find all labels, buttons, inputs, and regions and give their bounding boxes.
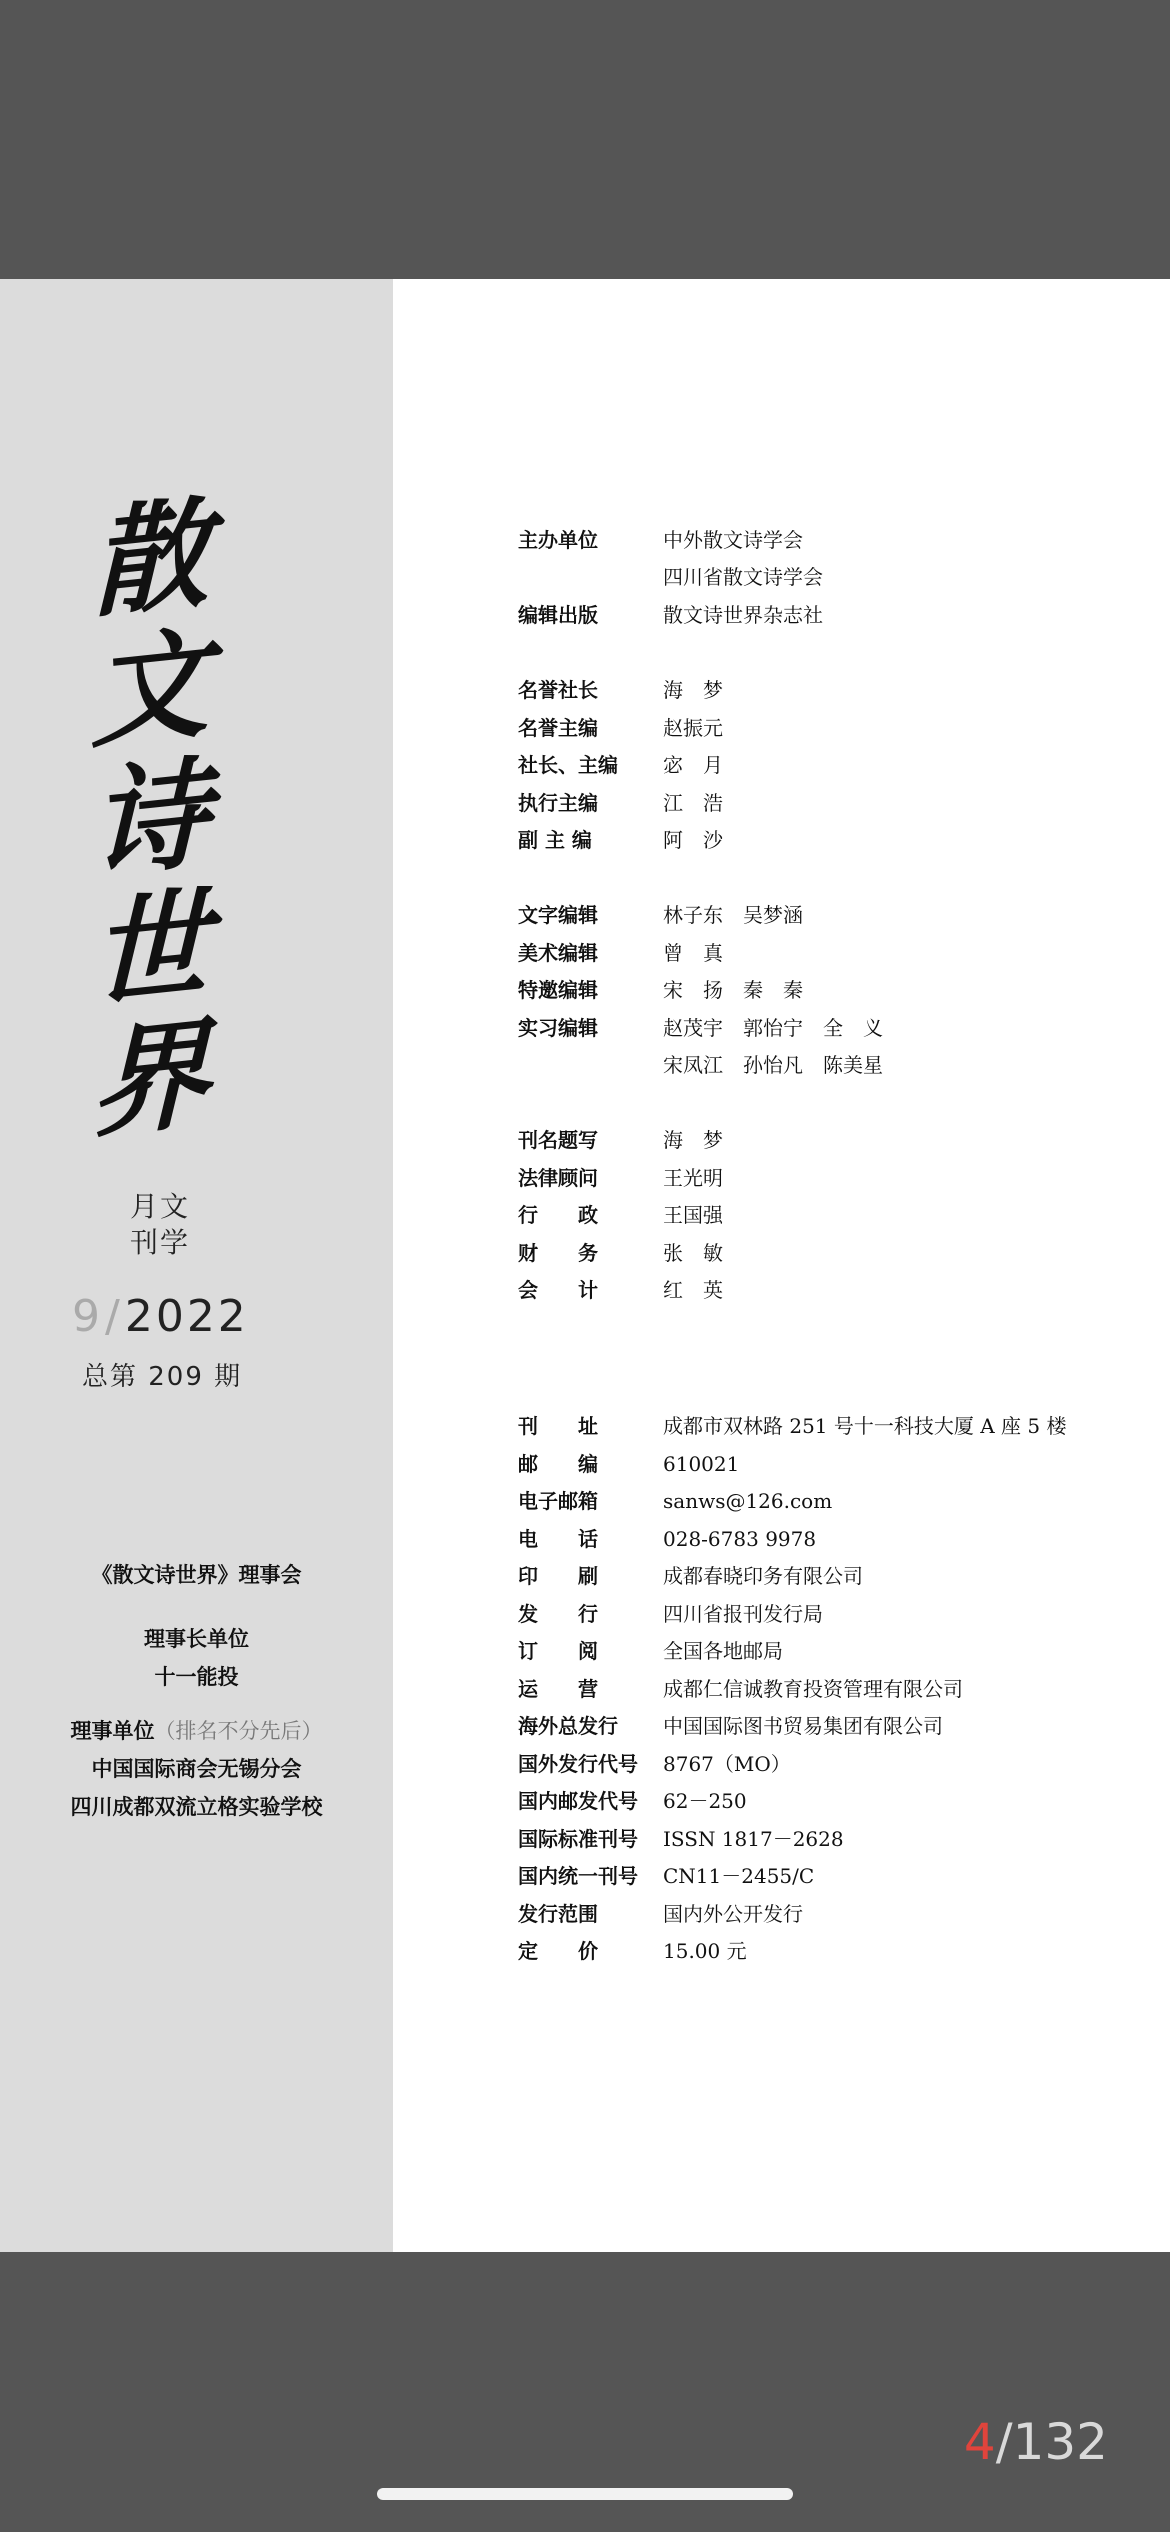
masthead-value: 王光明 [663,1166,723,1190]
masthead-label: 美术编辑 [518,941,598,965]
masthead-label: 编辑出版 [518,603,598,627]
masthead-value: 中外散文诗学会 [663,528,803,552]
masthead-value: 宓 月 [663,753,723,777]
masthead-value: 国内外公开发行 [663,1902,803,1926]
masthead-label: 订 阅 [518,1639,598,1663]
masthead-label: 电子邮箱 [518,1489,598,1513]
masthead-label: 特邀编辑 [518,978,598,1002]
masthead-label: 财 务 [518,1241,598,1265]
page-indicator [964,2413,1108,2471]
issue-number: 9 [72,1291,103,1342]
monthly-literature-tag [120,1189,200,1261]
masthead-label: 刊 址 [518,1414,598,1438]
council-members-label: 理事单位 [70,1718,155,1743]
issue-slash: / [105,1291,123,1342]
masthead-label: 刊名题写 [518,1128,598,1152]
masthead-value: 宋凤江 孙怡凡 陈美星 [663,1053,883,1077]
current-page: 4 [963,2413,996,2471]
masthead-label: 发 行 [518,1602,598,1626]
masthead-label: 电 话 [518,1527,598,1551]
masthead-value: CN11－2455/C [663,1864,815,1888]
masthead-value: 红 英 [663,1278,723,1302]
masthead-value: 610021 [663,1452,740,1476]
total-pages: 132 [1012,2413,1108,2471]
masthead-label: 国内邮发代号 [518,1789,638,1813]
masthead-value: 中国国际图书贸易集团有限公司 [663,1714,943,1738]
title-char: 散 [91,482,209,635]
masthead-value: 8767（MO） [663,1752,791,1776]
masthead-label: 实习编辑 [518,1016,598,1040]
masthead-value: 散文诗世界杂志社 [663,603,823,627]
home-indicator[interactable] [377,2488,793,2500]
council-member: 中国国际商会无锡分会 [91,1756,302,1781]
council-members-heading [0,1715,393,1745]
masthead-label: 发行范围 [518,1902,598,1926]
masthead-value: 宋 扬 秦 秦 [663,978,803,1002]
council-chair-unit: 十一能投 [154,1664,239,1689]
masthead-value: 张 敏 [663,1241,723,1265]
masthead-label: 国外发行代号 [518,1752,638,1776]
total-issue: 总第 209 期 [82,1362,243,1392]
masthead-value: 成都仁信诚教育投资管理有限公司 [663,1677,963,1701]
council-chair-label: 理事长单位 [144,1626,249,1651]
masthead-value: 江 浩 [663,791,723,815]
issue-year: 2022 [124,1291,249,1342]
masthead-value: 成都市双林路 251 号十一科技大厦 A 座 5 楼 [663,1414,1067,1438]
masthead-value: 15.00 元 [663,1939,747,1963]
masthead-value: 阿 沙 [663,828,723,852]
calligraphy-title [40,482,260,1155]
council-title: 《散文诗世界》理事会 [91,1562,302,1587]
masthead-value: ISSN 1817－2628 [663,1827,844,1851]
title-char: 诗 [91,742,209,895]
masthead-label: 邮 编 [518,1452,598,1476]
issue-date [72,1291,249,1342]
masthead-value: 曾 真 [663,941,723,965]
viewer-top-bar [0,0,1170,279]
magazine-page[interactable] [0,279,1170,2252]
masthead-label: 文字编辑 [518,903,598,927]
council-members-note: （排名不分先后） [154,1719,323,1743]
masthead-label: 海外总发行 [518,1714,618,1738]
masthead-value: sanws@126.com [663,1489,833,1513]
masthead-label: 国际标准刊号 [518,1827,638,1851]
masthead-label: 名誉主编 [518,716,598,740]
page-separator: / [995,2413,1013,2471]
masthead-value: 林子东 吴梦涵 [663,903,803,927]
masthead-label: 主办单位 [518,528,598,552]
masthead-label: 法律顾问 [518,1166,598,1190]
masthead-value: 成都春晓印务有限公司 [663,1564,863,1588]
masthead-label: 定 价 [518,1939,598,1963]
masthead-value: 赵茂宇 郭怡宁 全 义 [663,1016,883,1040]
masthead-value: 全国各地邮局 [663,1639,783,1663]
title-char: 界 [91,1002,209,1155]
council-member: 四川成都双流立格实验学校 [70,1794,323,1819]
masthead-label: 名誉社长 [518,678,598,702]
title-char: 世 [91,872,209,1025]
masthead-label: 国内统一刊号 [518,1864,638,1888]
masthead-value: 赵振元 [663,716,723,740]
masthead-label: 会 计 [518,1278,598,1302]
masthead-value: 海 梦 [663,1128,723,1152]
masthead-label: 运 营 [518,1677,598,1701]
masthead-value: 四川省散文诗学会 [663,565,823,589]
tag-line: 月文 [129,1190,190,1223]
tag-line: 刊学 [129,1226,190,1259]
masthead-label: 印 刷 [518,1564,598,1588]
title-char: 文 [91,612,209,765]
masthead-label: 副 主 编 [518,828,592,852]
masthead-label: 社长、主编 [518,753,618,777]
masthead-value: 62－250 [663,1789,747,1813]
masthead-value: 四川省报刊发行局 [663,1602,823,1626]
masthead-value: 海 梦 [663,678,723,702]
masthead-label: 执行主编 [518,791,598,815]
cover-sidebar [0,279,393,2252]
masthead-value: 王国强 [663,1203,723,1227]
masthead-value: 028-6783 9978 [663,1527,817,1551]
masthead-label: 行 政 [518,1203,598,1227]
